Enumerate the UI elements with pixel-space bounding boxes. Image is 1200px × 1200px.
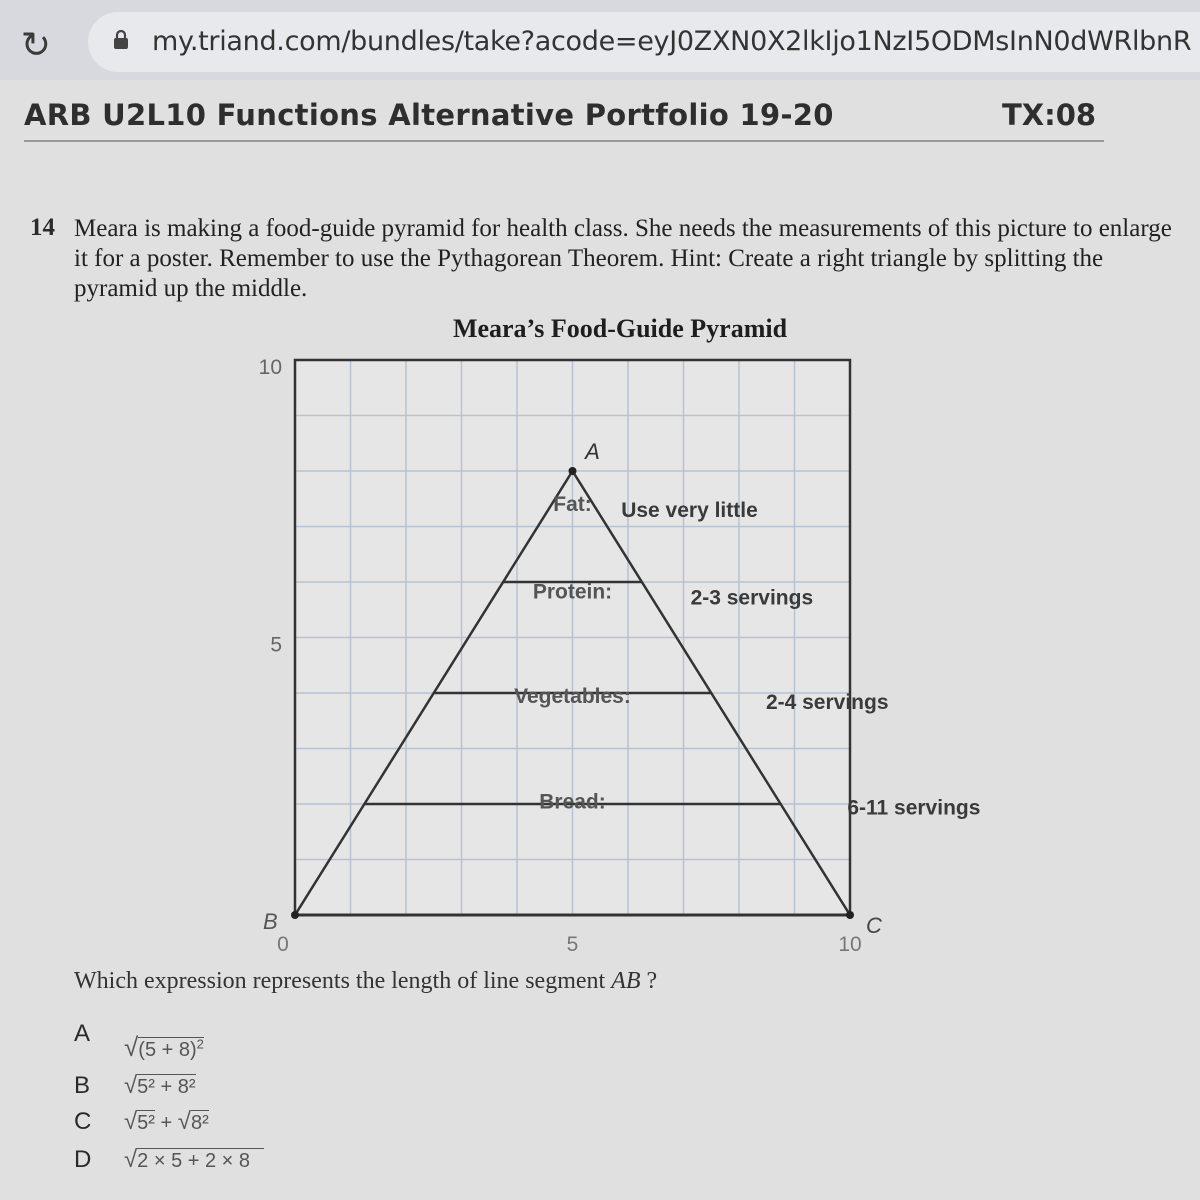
point-a-label: A: [585, 439, 600, 464]
option-c-letter[interactable]: C: [74, 1108, 92, 1135]
assessment-title: ARB U2L10 Functions Alternative Portfolio 19-20: [24, 98, 834, 132]
prompt-prefix: Which expression represents the length of line segment: [74, 968, 612, 994]
y-tick-label: 10: [258, 356, 282, 379]
tier-note: Use very little: [621, 498, 758, 522]
tier-name: Vegetables:: [514, 684, 631, 708]
y-tick-label: 5: [270, 633, 282, 657]
option-b-radicand: 5² + 8²: [137, 1076, 196, 1098]
option-a-base: (5 + 8): [138, 1039, 197, 1061]
option-b-letter[interactable]: B: [74, 1072, 91, 1099]
point-b-label: B: [263, 909, 278, 934]
x-tick-label: 0: [277, 933, 289, 956]
option-a-exponent: 2: [196, 1036, 204, 1052]
option-a-expression[interactable]: $√(5 + 8)^2$: [124, 1032, 204, 1062]
tier-name: Protein:: [532, 580, 613, 604]
point-c: [846, 911, 854, 919]
reload-icon[interactable]: ↻: [20, 25, 52, 66]
point-b: [291, 911, 299, 919]
tier-note: 2-4 servings: [765, 690, 889, 714]
option-c-right: 8²: [190, 1112, 209, 1134]
option-d-expression[interactable]: √2 × 5 + 2 × 8: [124, 1146, 264, 1174]
point-a: [569, 467, 577, 475]
tier-note: 2-3 servings: [690, 586, 814, 610]
standard-code: TX:08: [1002, 98, 1097, 132]
tier-name: Fat:: [553, 492, 592, 516]
url-text[interactable]: my.triand.com/bundles/take?acode=eyJ0ZXN0X2lkIjo1NzI5ODMsInN0dWRlbnR: [152, 26, 1192, 57]
prompt-suffix: ?: [640, 968, 658, 994]
point-c-label: C: [866, 913, 882, 938]
question-text: Meara is making a food-guide pyramid for health class. She needs the measurements of this picture to enlarge it for a poster. Remember to use the Pythagorean Theorem. Hint: Create a right triangle by splitting the pyramid up the middle.: [74, 215, 1172, 302]
option-c-expression[interactable]: √5² + √8²: [124, 1108, 209, 1135]
option-b-expression[interactable]: √5² + 8²: [124, 1072, 196, 1099]
x-tick-label: 10: [838, 933, 862, 956]
tier-name: Bread:: [539, 790, 606, 814]
option-a-letter[interactable]: A: [74, 1020, 91, 1047]
x-tick-label: 5: [566, 933, 579, 956]
option-d-radicand: 2 × 5 + 2 × 8: [137, 1148, 264, 1172]
option-c-left: 5²: [137, 1112, 155, 1134]
chart-title: Meara’s Food-Guide Pyramid: [452, 314, 788, 343]
option-c-plus: +: [160, 1112, 173, 1134]
question-number: 14: [30, 214, 55, 241]
question-prompt: [74, 968, 657, 995]
option-d-letter[interactable]: D: [74, 1146, 92, 1173]
prompt-segment: AB: [611, 968, 641, 994]
tier-note: 6-11 servings: [847, 796, 981, 820]
